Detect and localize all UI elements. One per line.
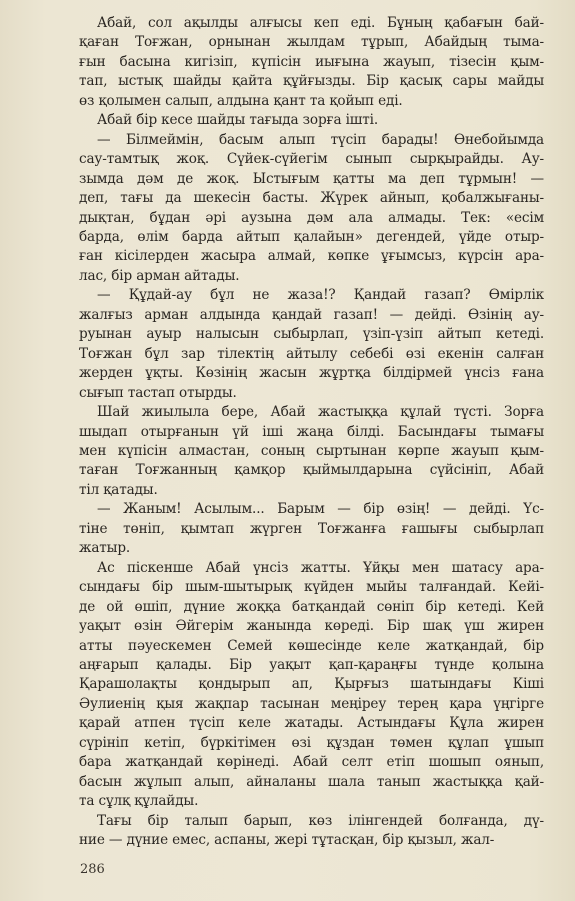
text-line: Шай жиылыла бере, Абай жастыққа құлай түсті. Зорға xyxy=(97,404,544,421)
text-line: Әулиенің қыя жақпар тасынан меңіреу терең қара үңгірге xyxy=(79,695,544,712)
text-line: ған кісілерден жасыра алмай, көпке ұғымсыз, күрсін ара- xyxy=(79,248,544,265)
text-line: Ас піскенше Абай үнсіз жатты. Ұйқы мен шатасу ара- xyxy=(97,559,544,576)
text-line: тіне төніп, қымтап жүрген Тоғжанға ғашығы сыбырлап xyxy=(79,520,544,537)
text-line: — Жаным! Асылым... Барым — бір өзің! — дейді. Үс- xyxy=(97,501,544,518)
text-line: деп, тағы да шекесін басты. Жүрек айнып, қобалжығаны- xyxy=(79,190,544,207)
text-line: жатыр. xyxy=(79,540,131,557)
paragraph xyxy=(79,812,544,851)
text-line: руынан ауыр налысын сыбырлап, үзіп-үзіп айтып кетеді. xyxy=(79,326,544,343)
paragraph xyxy=(79,14,544,111)
page-body-text xyxy=(79,14,544,850)
text-line: атты пәуескемен Семей көшесінде келе жатқандай, бір xyxy=(79,637,544,654)
text-line: аңғарып қалады. Бір уақыт қап-қараңғы түнде қолына xyxy=(79,656,544,673)
paragraph xyxy=(79,286,544,403)
text-line: зымда дәм де жоқ. Ыстығым қатты ма деп тұрмын! — xyxy=(79,170,544,187)
text-line: уақыт өзін Әйгерім жанында көреді. Бір шақ үш жирен xyxy=(79,618,544,635)
text-line: ние — дүние емес, аспаны, жері тұтасқан, бір қызыл, жал- xyxy=(79,832,495,849)
text-line: Тағы бір талып барып, көз ілінгендей болғанда, дү- xyxy=(97,812,544,829)
text-line: — Білмеймін, басым алып түсіп барады! Өнебойымда xyxy=(97,131,544,148)
text-line: сындағы бір шым-шытырық күйден мыйы талғандай. Кейі- xyxy=(79,579,544,596)
text-line: тап, ыстық шайды қайта құйғызды. Бір қасық сары майды xyxy=(79,73,544,90)
paragraph xyxy=(79,403,544,500)
text-line: Тоғжан бұл зар тілектің айтылу себебі өзі екенін салған xyxy=(79,345,544,362)
text-line: басын жұлып алып, айналаны шала танып жастыққа қай- xyxy=(79,773,544,790)
text-line: қарай атпен түсіп келе жатады. Астындағы Құла жирен xyxy=(79,715,544,732)
text-line: мен күпісін алмастан, соның сыртынан көрпе жауып қым- xyxy=(79,442,544,459)
text-line: сау-тамтық жоқ. Сүйек-сүйегім сынып сырқырайды. Ау- xyxy=(79,151,544,168)
text-line: жалғыз арман алдында қандай газап! — дейді. Өзінің ау- xyxy=(79,306,544,323)
text-line: Абай, сол ақылды алғысы кеп еді. Бұның қабағын бай- xyxy=(97,15,544,31)
text-line: таған Тоғжанның қамқор қыймылдарына сүйсініп, Абай xyxy=(79,462,544,479)
paragraph xyxy=(79,500,544,558)
text-line: сүрініп кетіп, бүркітімен өзі құздан төмен құлап ұшып xyxy=(79,734,544,751)
text-line: тіл қатады. xyxy=(79,481,158,498)
text-line: ғын басына кигізіп, күпісін иығына жауып, тізесін қым- xyxy=(79,53,544,70)
text-line: жерден ұқты. Көзінің жасын жұртқа білдірмей үнсіз ғана xyxy=(79,365,544,382)
text-line: бара жатқандай көрінеді. Абай селт етіп шошып оянып, xyxy=(79,754,544,771)
paragraph xyxy=(79,559,544,812)
text-line: де ой өшіп, дүние жоққа батқандай сөніп бір кетеді. Кей xyxy=(79,598,544,615)
text-line: та сұлқ құлайды. xyxy=(79,793,199,810)
text-line: сығып тастап отырды. xyxy=(79,384,237,401)
text-line: дықтан, бұдан әрі аузына дәм ала алмады. Тек: «есім xyxy=(79,209,544,226)
text-line: лас, бір арман айтады. xyxy=(79,267,240,284)
text-line: өз қолымен салып, алдына қант та қойып еді. xyxy=(79,92,403,109)
page-number: 286 xyxy=(80,862,105,877)
text-line: Қарашолақты қондырып ап, Қырғыз шатындағы Кіші xyxy=(79,676,544,693)
text-line: қаған Тоғжан, орнынан жылдам тұрып, Абайдың тыма- xyxy=(79,34,544,51)
text-line: барда, өлім барда айтып қалайын» дегендей, үйде отыр- xyxy=(79,228,544,245)
text-line: Абай бір кесе шайды тағыда зорға ішті. xyxy=(97,112,379,129)
text-line: — Құдай-ау бұл не жаза!? Қандай газап? Өмірлік xyxy=(97,287,544,304)
text-line: шыдап отырғанын үй іші жаңа білді. Басындағы тымағы xyxy=(79,423,544,440)
paragraph xyxy=(79,131,544,287)
paragraph xyxy=(79,111,544,130)
